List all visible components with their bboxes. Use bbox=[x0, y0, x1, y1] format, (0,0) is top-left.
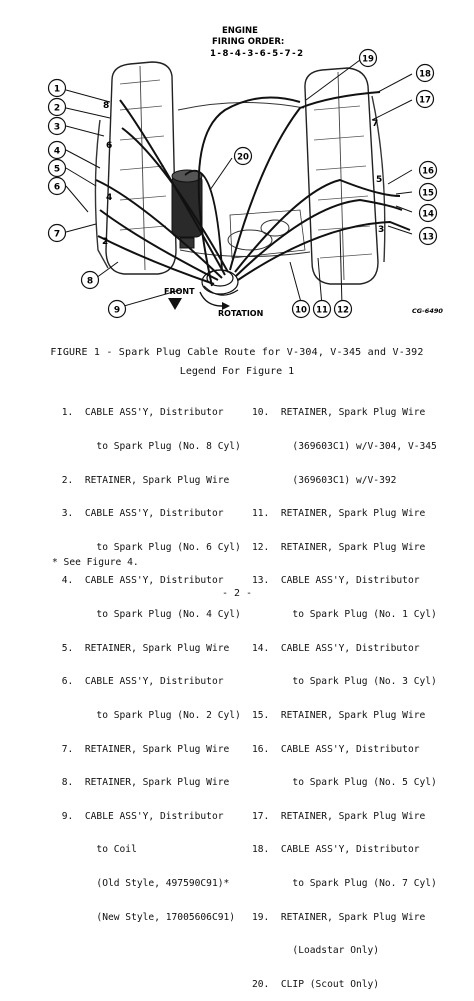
callout-3 bbox=[49, 118, 66, 135]
legend-right-column bbox=[252, 385, 462, 1001]
legend-line: (369603C1) w/V-304, V-345 bbox=[252, 441, 437, 453]
legend-heading: Legend For Figure 1 bbox=[179, 366, 295, 377]
legend-line: to Spark Plug (No. 8 Cyl) bbox=[56, 441, 241, 453]
callout-11 bbox=[314, 301, 331, 318]
legend-line: to Spark Plug (No. 2 Cyl) bbox=[56, 709, 241, 721]
svg-text:9: 9 bbox=[113, 305, 121, 316]
legend-line: to Spark Plug (No. 4 Cyl) bbox=[56, 609, 241, 621]
legend-line: to Spark Plug (No. 5 Cyl) bbox=[252, 777, 437, 789]
callout-16 bbox=[420, 162, 437, 179]
svg-text:19: 19 bbox=[362, 54, 374, 65]
legend-line: to Spark Plug (No. 1 Cyl) bbox=[252, 609, 437, 621]
svg-text:8: 8 bbox=[86, 276, 94, 287]
callout-7 bbox=[49, 225, 66, 242]
callout-15 bbox=[420, 184, 437, 201]
svg-text:14: 14 bbox=[422, 209, 434, 220]
spark-plug-cable-diagram bbox=[0, 0, 474, 340]
legend-line: 10. RETAINER, Spark Plug Wire bbox=[252, 407, 426, 419]
svg-text:4: 4 bbox=[53, 146, 61, 157]
legend-line: 18. CABLE ASS'Y, Distributor bbox=[252, 844, 420, 856]
svg-text:18: 18 bbox=[419, 69, 431, 80]
legend-line: (369603C1) w/V-392 bbox=[252, 474, 397, 486]
svg-text:11: 11 bbox=[316, 305, 328, 316]
legend-line: 17. RETAINER, Spark Plug Wire bbox=[252, 810, 426, 822]
svg-text:3: 3 bbox=[53, 122, 61, 133]
svg-text:6: 6 bbox=[53, 182, 61, 193]
svg-text:17: 17 bbox=[419, 95, 431, 106]
legend-line: 4. CABLE ASS'Y, Distributor bbox=[56, 575, 224, 587]
svg-text:20: 20 bbox=[237, 152, 249, 163]
svg-text:10: 10 bbox=[295, 305, 307, 316]
cylinder-mark-6: 6 bbox=[106, 141, 113, 151]
callout-18 bbox=[417, 65, 434, 82]
cylinder-mark-2: 2 bbox=[102, 237, 109, 247]
rotation-label: ROTATION bbox=[218, 309, 264, 318]
callout-13 bbox=[420, 228, 437, 245]
callout-12 bbox=[335, 301, 352, 318]
legend-line: 11. RETAINER, Spark Plug Wire bbox=[252, 508, 426, 520]
legend-line: to Spark Plug (No. 7 Cyl) bbox=[252, 877, 437, 889]
legend-line: 19. RETAINER, Spark Plug Wire bbox=[252, 911, 426, 923]
legend-line: 1. CABLE ASS'Y, Distributor bbox=[56, 407, 224, 419]
svg-text:7: 7 bbox=[53, 229, 61, 240]
svg-text:15: 15 bbox=[422, 188, 434, 199]
legend-line: (Loadstar Only) bbox=[252, 945, 380, 957]
legend-line: 6. CABLE ASS'Y, Distributor bbox=[56, 676, 224, 688]
legend-line: 14. CABLE ASS'Y, Distributor bbox=[252, 642, 420, 654]
legend-line: 7. RETAINER, Spark Plug Wire bbox=[56, 743, 230, 755]
callout-8 bbox=[82, 272, 99, 289]
legend-line: (Old Style, 497590C91)* bbox=[56, 877, 230, 889]
front-label: FRONT bbox=[164, 287, 195, 296]
svg-text:12: 12 bbox=[337, 305, 349, 316]
legend-line: 5. RETAINER, Spark Plug Wire bbox=[56, 642, 230, 654]
legend-line: 8. RETAINER, Spark Plug Wire bbox=[56, 777, 230, 789]
callout-1 bbox=[49, 80, 66, 97]
callout-14 bbox=[420, 205, 437, 222]
legend-line: 15. RETAINER, Spark Plug Wire bbox=[252, 709, 426, 721]
callout-2 bbox=[49, 99, 66, 116]
legend-line: 3. CABLE ASS'Y, Distributor bbox=[56, 508, 224, 520]
right-cylinder-bank bbox=[305, 68, 385, 284]
callout-17 bbox=[417, 91, 434, 108]
cylinder-mark-7: 7 bbox=[372, 119, 379, 129]
legend-line: to Spark Plug (No. 3 Cyl) bbox=[252, 676, 437, 688]
callout-19 bbox=[360, 50, 377, 67]
legend-line: 9. CABLE ASS'Y, Distributor bbox=[56, 810, 224, 822]
svg-text:2: 2 bbox=[53, 103, 61, 114]
callout-9 bbox=[109, 301, 126, 318]
callout-leader-lines bbox=[66, 60, 412, 306]
cylinder-mark-3: 3 bbox=[378, 225, 385, 235]
callout-5 bbox=[49, 160, 66, 177]
callout-6 bbox=[49, 178, 66, 195]
front-arrow-icon bbox=[168, 298, 182, 310]
firing-order-heading-2: FIRING ORDER: bbox=[212, 37, 285, 47]
legend-line: 2. RETAINER, Spark Plug Wire bbox=[56, 474, 230, 486]
footnote: * See Figure 4. bbox=[52, 557, 139, 568]
svg-text:16: 16 bbox=[422, 166, 434, 177]
svg-text:5: 5 bbox=[53, 164, 61, 175]
cylinder-mark-8: 8 bbox=[103, 101, 110, 111]
svg-text:1: 1 bbox=[53, 84, 61, 95]
legend-line: (New Style, 17005606C91) bbox=[56, 911, 236, 923]
legend-left-column bbox=[56, 385, 246, 934]
legend-line: to Coil bbox=[56, 844, 137, 856]
callout-4 bbox=[49, 142, 66, 159]
figure-caption: FIGURE 1 - Spark Plug Cable Route for V-304, V-345 and V-392 bbox=[50, 347, 424, 358]
legend-line: 12. RETAINER, Spark Plug Wire bbox=[252, 541, 426, 553]
firing-order-heading-1: ENGINE bbox=[222, 26, 258, 36]
figure-code: CG-6490 bbox=[412, 307, 443, 315]
legend-line: to Spark Plug (No. 6 Cyl) bbox=[56, 541, 241, 553]
callout-20 bbox=[235, 148, 252, 165]
callout-10 bbox=[293, 301, 310, 318]
svg-text:13: 13 bbox=[422, 232, 434, 243]
legend-line: 20. CLIP (Scout Only) bbox=[252, 978, 380, 990]
firing-order-value: 1-8-4-3-6-5-7-2 bbox=[210, 49, 305, 59]
legend-line: 16. CABLE ASS'Y, Distributor bbox=[252, 743, 420, 755]
page-number: - 2 - bbox=[221, 588, 253, 599]
cylinder-mark-5: 5 bbox=[376, 175, 383, 185]
legend-line: 13. CABLE ASS'Y, Distributor bbox=[252, 575, 420, 587]
cylinder-mark-4: 4 bbox=[106, 193, 113, 203]
